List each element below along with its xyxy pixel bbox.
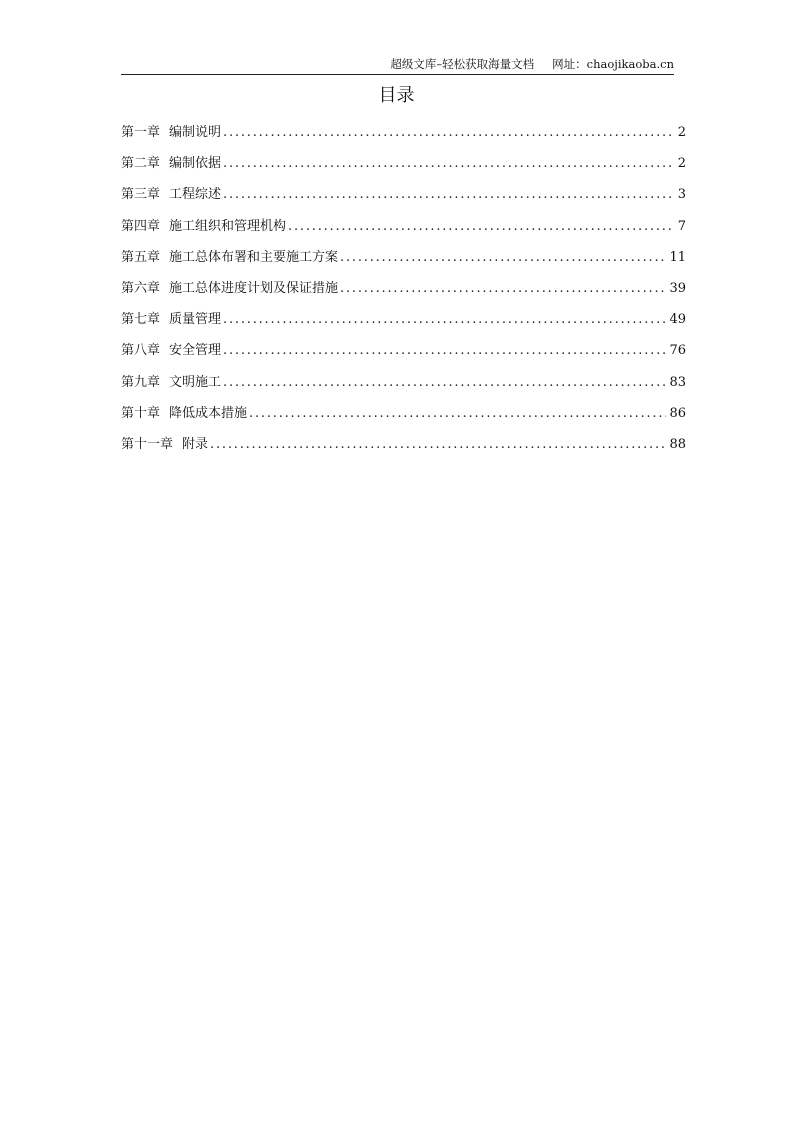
toc-entry-8[interactable] — [121, 340, 686, 371]
toc-dot-leader — [210, 434, 666, 455]
toc-dot-leader — [223, 122, 675, 143]
toc-dot-leader — [340, 247, 666, 268]
page-header — [121, 57, 674, 75]
header-site-name: 超级文库–轻松获取海量文档 — [390, 57, 535, 71]
toc-dot-leader — [223, 184, 675, 205]
toc-chapter-number: 第二章 — [121, 156, 161, 172]
toc-chapter-title: 降低成本措施 — [169, 405, 248, 421]
toc-chapter-title: 编制说明 — [169, 125, 222, 140]
toc-chapter-title: 质量管理 — [169, 312, 222, 328]
toc-chapter-title: 工程综述 — [169, 187, 222, 203]
toc-chapter-title: 编制依据 — [169, 156, 222, 172]
toc-page-number: 11 — [669, 249, 686, 265]
toc-page-number: 76 — [669, 343, 686, 359]
toc-chapter-title: 附录 — [182, 436, 209, 452]
toc-dot-leader — [223, 309, 666, 330]
toc-entry-5[interactable] — [121, 247, 686, 278]
toc-entry-10[interactable] — [121, 403, 686, 434]
toc-entry-3[interactable] — [121, 184, 686, 215]
toc-page-number: 39 — [669, 280, 686, 296]
toc-entry-1[interactable] — [121, 122, 686, 153]
toc-chapter-number: 第九章 — [121, 374, 161, 390]
toc-chapter-number: 第四章 — [121, 218, 161, 234]
toc-chapter-number: 第十一章 — [121, 436, 174, 452]
toc-page-number: 2 — [677, 156, 686, 172]
toc-chapter-number: 第六章 — [121, 280, 161, 296]
toc-chapter-number: 第五章 — [121, 249, 161, 265]
toc-chapter-title: 施工组织和管理机构 — [169, 218, 287, 234]
toc-entry-4[interactable] — [121, 216, 686, 247]
table-of-contents — [121, 122, 686, 465]
toc-chapter-number: 第三章 — [121, 187, 161, 203]
toc-page-number: 83 — [669, 374, 686, 390]
toc-dot-leader — [223, 372, 666, 393]
toc-chapter-title: 施工总体布署和主要施工方案 — [169, 249, 339, 265]
toc-chapter-number: 第七章 — [121, 312, 161, 328]
toc-chapter-title: 安全管理 — [169, 343, 222, 359]
toc-chapter-number: 第八章 — [121, 343, 161, 359]
toc-chapter-number: 第一章 — [121, 125, 161, 140]
toc-entry-2[interactable] — [121, 153, 686, 184]
toc-chapter-number: 第十章 — [121, 405, 161, 421]
toc-entry-11[interactable] — [121, 434, 686, 465]
toc-entry-7[interactable] — [121, 309, 686, 340]
toc-dot-leader — [288, 216, 675, 237]
toc-page-number: 3 — [677, 187, 686, 203]
toc-page-number: 2 — [677, 125, 686, 140]
toc-entry-6[interactable] — [121, 278, 686, 309]
toc-title: 目录 — [378, 85, 415, 106]
toc-page-number: 86 — [669, 405, 686, 421]
toc-dot-leader — [223, 340, 666, 361]
toc-page-number: 7 — [677, 218, 686, 234]
toc-chapter-title: 施工总体进度计划及保证措施 — [169, 280, 339, 296]
toc-entry-9[interactable] — [121, 372, 686, 403]
toc-dot-leader — [249, 403, 666, 424]
toc-page-number: 88 — [669, 436, 686, 452]
toc-page-number: 49 — [669, 312, 686, 328]
toc-chapter-title: 文明施工 — [169, 374, 222, 390]
toc-dot-leader — [340, 278, 666, 299]
toc-dot-leader — [223, 153, 675, 174]
header-url: 网址：chaojikaoba.cn — [552, 57, 674, 71]
